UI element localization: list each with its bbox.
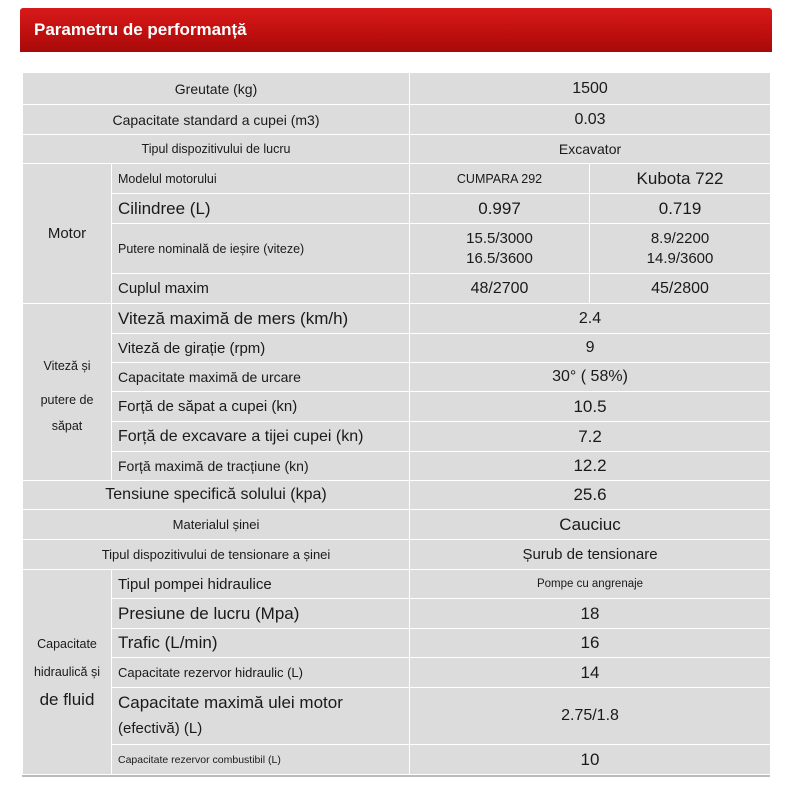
value-weight: 1500 bbox=[410, 73, 771, 105]
value-track-material: Cauciuc bbox=[410, 510, 771, 540]
table-row bbox=[23, 274, 771, 304]
value-rated-power-1: 15.5/3000 16.5/3600 bbox=[410, 224, 590, 274]
value-displacement-2: 0.719 bbox=[590, 194, 771, 224]
value-engine-model-1: CUMPARA 292 bbox=[410, 164, 590, 194]
label-swing-speed: Viteză de girație (rpm) bbox=[112, 334, 410, 363]
spec-table bbox=[22, 72, 771, 775]
value-engine-oil: 2.75/1.8 bbox=[410, 688, 771, 745]
table-row bbox=[23, 422, 771, 452]
label-max-torque: Cuplul maxim bbox=[112, 274, 410, 304]
value-fuel-tank: 10 bbox=[410, 745, 771, 775]
label-hydraulic-tank: Capacitate rezervor hidraulic (L) bbox=[112, 658, 410, 688]
table-bottom-border bbox=[22, 775, 770, 777]
table-row bbox=[23, 452, 771, 481]
value-bucket-force: 10.5 bbox=[410, 392, 771, 422]
table-row bbox=[23, 629, 771, 658]
value-max-torque-2: 45/2800 bbox=[590, 274, 771, 304]
value-tension-device: Șurub de tensionare bbox=[410, 540, 771, 570]
group-motor: Motor bbox=[23, 164, 112, 304]
section-title: Parametru de performanță bbox=[34, 20, 247, 39]
group-hydraulic: Capacitate hidraulică și de fluid bbox=[23, 570, 112, 775]
label-flow: Trafic (L/min) bbox=[112, 629, 410, 658]
label-arm-force: Forță de excavare a tijei cupei (kn) bbox=[112, 422, 410, 452]
value-engine-model-2: Kubota 722 bbox=[590, 164, 771, 194]
label-working-pressure: Presiune de lucru (Mpa) bbox=[112, 599, 410, 629]
section-header bbox=[20, 8, 772, 52]
label-track-material: Materialul șinei bbox=[23, 510, 410, 540]
label-traction: Forță maximă de tracțiune (kn) bbox=[112, 452, 410, 481]
table-row bbox=[23, 164, 771, 194]
table-row bbox=[23, 510, 771, 540]
value-bucket: 0.03 bbox=[410, 105, 771, 135]
value-pump-type: Pompe cu angrenaje bbox=[410, 570, 771, 599]
value-swing-speed: 9 bbox=[410, 334, 771, 363]
value-travel-speed: 2.4 bbox=[410, 304, 771, 334]
label-bucket: Capacitate standard a cupei (m3) bbox=[23, 105, 410, 135]
label-displacement: Cilindree (L) bbox=[112, 194, 410, 224]
table-row bbox=[23, 73, 771, 105]
label-fuel-tank: Capacitate rezervor combustibil (L) bbox=[112, 745, 410, 775]
label-device: Tipul dispozitivului de lucru bbox=[23, 135, 410, 164]
label-rated-power: Putere nominală de ieșire (viteze) bbox=[112, 224, 410, 274]
table-row bbox=[23, 688, 771, 745]
table-row bbox=[23, 745, 771, 775]
table-row bbox=[23, 304, 771, 334]
label-engine-oil: Capacitate maximă ulei motor (efectivă) (L) bbox=[112, 688, 410, 745]
group-speed-power: Viteză și putere de săpat bbox=[23, 304, 112, 481]
table-row bbox=[23, 599, 771, 629]
value-ground-pressure: 25.6 bbox=[410, 481, 771, 510]
label-travel-speed: Viteză maximă de mers (km/h) bbox=[112, 304, 410, 334]
value-device: Excavator bbox=[410, 135, 771, 164]
value-traction: 12.2 bbox=[410, 452, 771, 481]
value-hydraulic-tank: 14 bbox=[410, 658, 771, 688]
table-row bbox=[23, 135, 771, 164]
table-row bbox=[23, 392, 771, 422]
table-row bbox=[23, 658, 771, 688]
value-arm-force: 7.2 bbox=[410, 422, 771, 452]
table-row bbox=[23, 570, 771, 599]
label-engine-model: Modelul motorului bbox=[112, 164, 410, 194]
value-climb: 30° ( 58%) bbox=[410, 363, 771, 392]
table-row bbox=[23, 334, 771, 363]
value-working-pressure: 18 bbox=[410, 599, 771, 629]
value-rated-power-2: 8.9/2200 14.9/3600 bbox=[590, 224, 771, 274]
label-weight: Greutate (kg) bbox=[23, 73, 410, 105]
label-ground-pressure: Tensiune specifică solului (kpa) bbox=[23, 481, 410, 510]
value-flow: 16 bbox=[410, 629, 771, 658]
label-climb: Capacitate maximă de urcare bbox=[112, 363, 410, 392]
table-row bbox=[23, 481, 771, 510]
label-bucket-force: Forță de săpat a cupei (kn) bbox=[112, 392, 410, 422]
table-row bbox=[23, 540, 771, 570]
table-row bbox=[23, 224, 771, 274]
label-tension-device: Tipul dispozitivului de tensionare a șinei bbox=[23, 540, 410, 570]
value-max-torque-1: 48/2700 bbox=[410, 274, 590, 304]
label-pump-type: Tipul pompei hidraulice bbox=[112, 570, 410, 599]
table-row bbox=[23, 194, 771, 224]
table-row bbox=[23, 363, 771, 392]
value-displacement-1: 0.997 bbox=[410, 194, 590, 224]
table-row bbox=[23, 105, 771, 135]
